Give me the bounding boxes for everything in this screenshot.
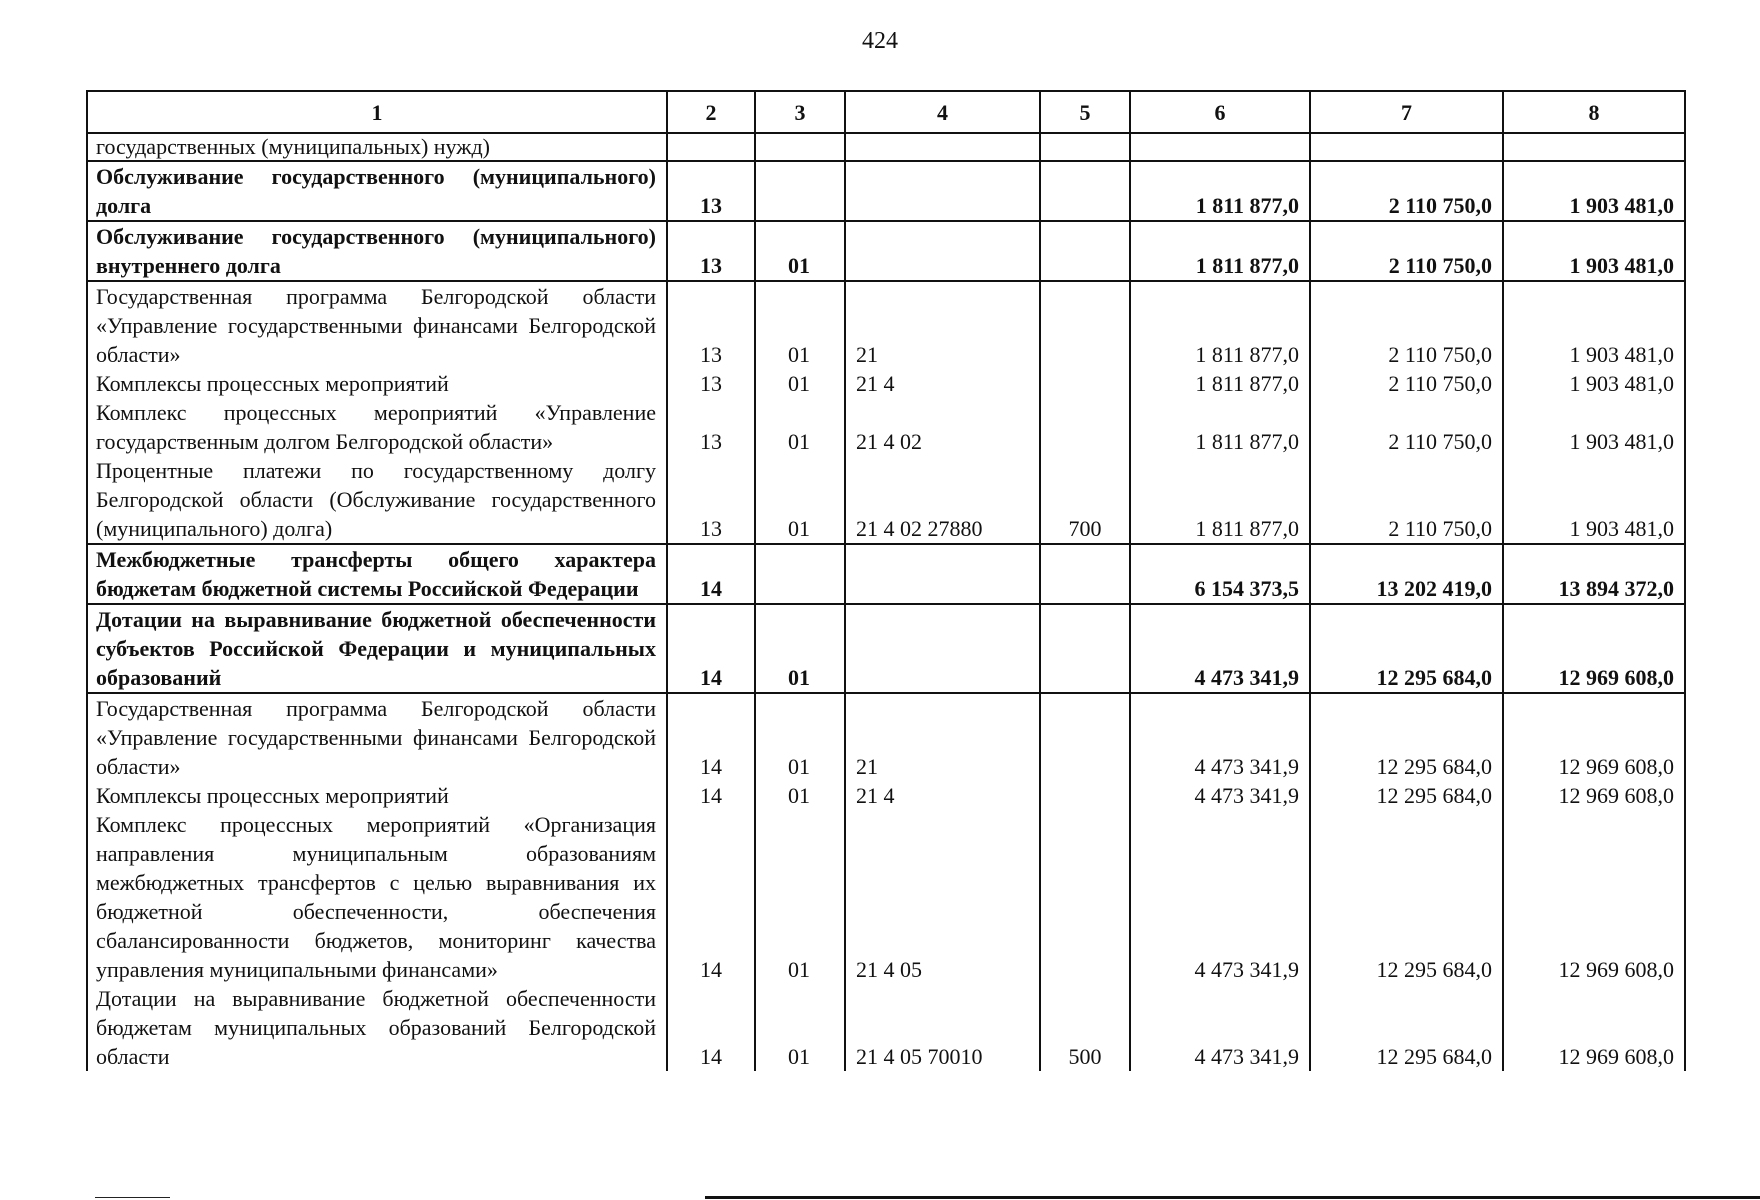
row-section: 13 xyxy=(667,281,755,369)
row-target-code xyxy=(845,161,1040,221)
row-value-col7: 2 110 750,0 xyxy=(1310,221,1503,281)
row-name: Комплекс процессных мероприятий «Управление государственным долгом Белгородской области» xyxy=(87,398,667,456)
row-subsection: 01 xyxy=(755,369,845,398)
budget-table xyxy=(86,90,1686,1071)
row-value-col7: 2 110 750,0 xyxy=(1310,398,1503,456)
column-header-6: 6 xyxy=(1130,91,1310,133)
row-value-col6: 4 473 341,9 xyxy=(1130,781,1310,810)
row-value-col7: 13 202 419,0 xyxy=(1310,544,1503,604)
row-value-col7: 2 110 750,0 xyxy=(1310,161,1503,221)
row-expense-type xyxy=(1040,281,1130,369)
row-value-col6: 1 811 877,0 xyxy=(1130,161,1310,221)
row-target-code: 21 xyxy=(845,693,1040,781)
table-row xyxy=(87,810,1685,984)
row-value-col6: 1 811 877,0 xyxy=(1130,221,1310,281)
row-name: Комплексы процессных мероприятий xyxy=(87,781,667,810)
row-target-code: 21 xyxy=(845,281,1040,369)
row-target-code: 21 4 xyxy=(845,369,1040,398)
row-subsection: 01 xyxy=(755,456,845,544)
row-section: 14 xyxy=(667,781,755,810)
row-value-col8: 1 903 481,0 xyxy=(1503,369,1685,398)
row-expense-type xyxy=(1040,133,1130,161)
row-subsection: 01 xyxy=(755,281,845,369)
row-subsection: 01 xyxy=(755,221,845,281)
budget-table-container xyxy=(86,90,1684,1071)
row-name: Обслуживание государственного (муниципального) внутреннего долга xyxy=(87,221,667,281)
column-header-8: 8 xyxy=(1503,91,1685,133)
footnote-divider-left xyxy=(95,1197,170,1198)
column-header-7: 7 xyxy=(1310,91,1503,133)
row-name: Комплексы процессных мероприятий xyxy=(87,369,667,398)
row-value-col6: 1 811 877,0 xyxy=(1130,369,1310,398)
row-target-code xyxy=(845,221,1040,281)
row-value-col7: 2 110 750,0 xyxy=(1310,281,1503,369)
row-expense-type xyxy=(1040,810,1130,984)
row-section: 14 xyxy=(667,810,755,984)
row-subsection: 01 xyxy=(755,984,845,1071)
row-value-col7: 12 295 684,0 xyxy=(1310,604,1503,693)
table-header-row xyxy=(87,91,1685,133)
row-section: 14 xyxy=(667,693,755,781)
row-value-col8: 12 969 608,0 xyxy=(1503,781,1685,810)
row-name: Государственная программа Белгородской области «Управление государственными финансами Белгородской области» xyxy=(87,281,667,369)
row-name: государственных (муниципальных) нужд) xyxy=(87,133,667,161)
row-name: Процентные платежи по государственному долгу Белгородской области (Обслуживание государственного (муниципального) долга) xyxy=(87,456,667,544)
row-expense-type: 700 xyxy=(1040,456,1130,544)
row-section: 13 xyxy=(667,456,755,544)
table-row xyxy=(87,281,1685,369)
row-expense-type xyxy=(1040,781,1130,810)
row-value-col8: 1 903 481,0 xyxy=(1503,221,1685,281)
table-row xyxy=(87,984,1685,1071)
row-value-col8: 1 903 481,0 xyxy=(1503,398,1685,456)
column-header-4: 4 xyxy=(845,91,1040,133)
row-expense-type xyxy=(1040,604,1130,693)
row-expense-type xyxy=(1040,398,1130,456)
row-subsection xyxy=(755,161,845,221)
row-value-col6: 4 473 341,9 xyxy=(1130,604,1310,693)
row-subsection xyxy=(755,133,845,161)
row-value-col6 xyxy=(1130,133,1310,161)
row-value-col8: 12 969 608,0 xyxy=(1503,604,1685,693)
row-subsection xyxy=(755,544,845,604)
row-expense-type xyxy=(1040,369,1130,398)
table-row xyxy=(87,369,1685,398)
row-name: Обслуживание государственного (муниципального) долга xyxy=(87,161,667,221)
page-number: 424 xyxy=(862,28,898,54)
column-header-2: 2 xyxy=(667,91,755,133)
row-name: Межбюджетные трансферты общего характера бюджетам бюджетной системы Российской Федерации xyxy=(87,544,667,604)
row-section: 13 xyxy=(667,369,755,398)
column-header-3: 3 xyxy=(755,91,845,133)
row-expense-type xyxy=(1040,693,1130,781)
table-row xyxy=(87,693,1685,781)
table-row xyxy=(87,221,1685,281)
row-value-col8: 1 903 481,0 xyxy=(1503,456,1685,544)
row-value-col7 xyxy=(1310,133,1503,161)
row-value-col8 xyxy=(1503,133,1685,161)
row-name: Дотации на выравнивание бюджетной обеспеченности субъектов Российской Федерации и муниципальных образований xyxy=(87,604,667,693)
table-row xyxy=(87,161,1685,221)
row-name: Комплекс процессных мероприятий «Организация направления муниципальным образованиям межбюджетных трансфертов с целью выравнивания их бюджетной обеспеченности, обеспечения сбалансированности бюджетов, мониторинг качества управления муниципальными финансами» xyxy=(87,810,667,984)
row-section: 13 xyxy=(667,161,755,221)
row-value-col6: 1 811 877,0 xyxy=(1130,398,1310,456)
row-value-col8: 12 969 608,0 xyxy=(1503,693,1685,781)
row-target-code: 21 4 02 xyxy=(845,398,1040,456)
row-section xyxy=(667,133,755,161)
row-value-col8: 12 969 608,0 xyxy=(1503,810,1685,984)
row-section: 13 xyxy=(667,398,755,456)
row-subsection: 01 xyxy=(755,810,845,984)
row-value-col6: 1 811 877,0 xyxy=(1130,456,1310,544)
table-row xyxy=(87,398,1685,456)
row-value-col6: 4 473 341,9 xyxy=(1130,984,1310,1071)
row-value-col7: 12 295 684,0 xyxy=(1310,984,1503,1071)
row-subsection: 01 xyxy=(755,398,845,456)
row-expense-type: 500 xyxy=(1040,984,1130,1071)
row-expense-type xyxy=(1040,221,1130,281)
row-expense-type xyxy=(1040,161,1130,221)
table-row xyxy=(87,133,1685,161)
row-target-code: 21 4 02 27880 xyxy=(845,456,1040,544)
row-value-col7: 12 295 684,0 xyxy=(1310,781,1503,810)
row-value-col7: 2 110 750,0 xyxy=(1310,456,1503,544)
column-header-5: 5 xyxy=(1040,91,1130,133)
row-section: 14 xyxy=(667,544,755,604)
row-value-col7: 2 110 750,0 xyxy=(1310,369,1503,398)
row-subsection: 01 xyxy=(755,604,845,693)
row-value-col6: 1 811 877,0 xyxy=(1130,281,1310,369)
table-row xyxy=(87,604,1685,693)
row-value-col6: 4 473 341,9 xyxy=(1130,693,1310,781)
row-value-col8: 1 903 481,0 xyxy=(1503,161,1685,221)
row-value-col7: 12 295 684,0 xyxy=(1310,810,1503,984)
row-target-code: 21 4 xyxy=(845,781,1040,810)
row-target-code: 21 4 05 xyxy=(845,810,1040,984)
row-subsection: 01 xyxy=(755,693,845,781)
row-section: 14 xyxy=(667,984,755,1071)
row-section: 13 xyxy=(667,221,755,281)
row-target-code: 21 4 05 70010 xyxy=(845,984,1040,1071)
row-value-col6: 6 154 373,5 xyxy=(1130,544,1310,604)
table-row xyxy=(87,781,1685,810)
row-target-code xyxy=(845,604,1040,693)
table-row xyxy=(87,544,1685,604)
row-section: 14 xyxy=(667,604,755,693)
row-subsection: 01 xyxy=(755,781,845,810)
row-target-code xyxy=(845,133,1040,161)
row-target-code xyxy=(845,544,1040,604)
row-name: Дотации на выравнивание бюджетной обеспеченности бюджетам муниципальных образований Белгородской области xyxy=(87,984,667,1071)
row-value-col8: 13 894 372,0 xyxy=(1503,544,1685,604)
row-value-col8: 1 903 481,0 xyxy=(1503,281,1685,369)
footnote-divider-right xyxy=(705,1196,1760,1199)
column-header-1: 1 xyxy=(87,91,667,133)
row-value-col7: 12 295 684,0 xyxy=(1310,693,1503,781)
table-row xyxy=(87,456,1685,544)
row-name: Государственная программа Белгородской области «Управление государственными финансами Белгородской области» xyxy=(87,693,667,781)
row-value-col6: 4 473 341,9 xyxy=(1130,810,1310,984)
row-value-col8: 12 969 608,0 xyxy=(1503,984,1685,1071)
row-expense-type xyxy=(1040,544,1130,604)
